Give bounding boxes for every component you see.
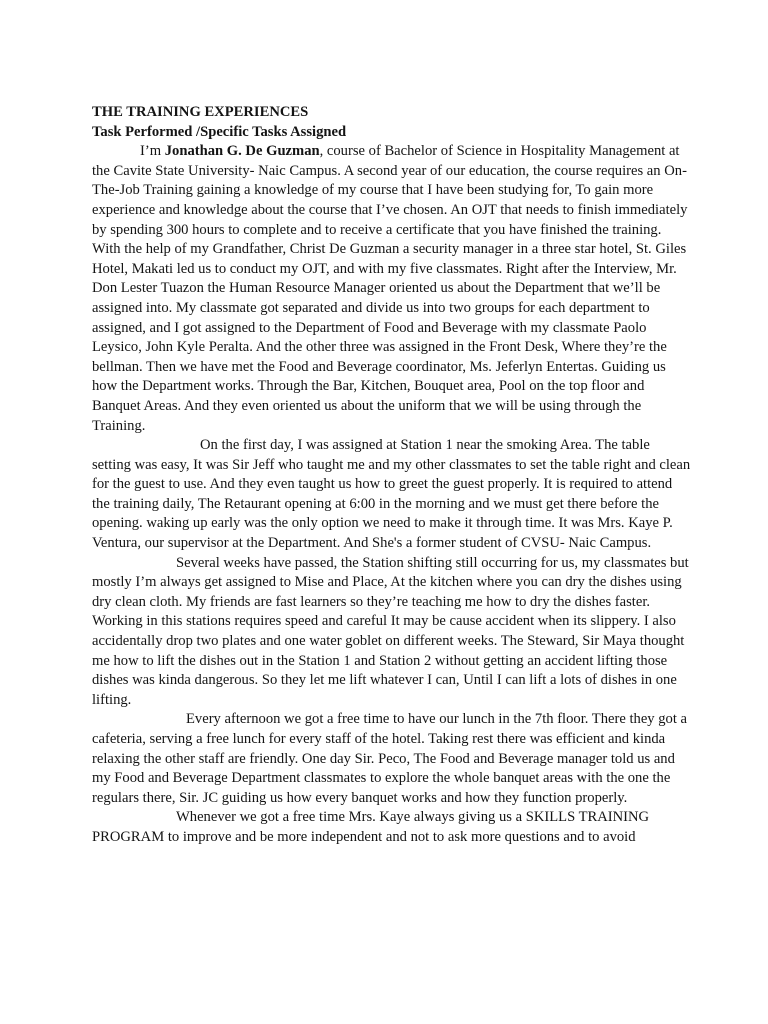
paragraph-afternoon: Every afternoon we got a free time to have our lunch in the 7th floor. There they got a cafeteria, serving a free lunch for every staff of the hotel. Taking rest there was efficient and kinda relaxing the other staff are friendly. One day Sir. Peco, The Food and Beverage manager told us and my Food and Beverage Department classmates to explore the whole banquet areas with the one the regulars there, Sir. JC guiding us how every banquet works and how they function properly.	[92, 711, 688, 806]
paragraph-introduction	[92, 142, 692, 436]
document-subtitle: Task Performed /Specific Tasks Assigned	[92, 123, 347, 140]
paragraph-first-day: On the first day, I was assigned at Station 1 near the smoking Area. The table setting was easy, It was Sir Jeff who taught me and my other classmates to set the table right and clean for the guest to use. And they even taught us how to greet the guest properly. It is required to attend the training daily, The Retaurant opening at 6:00 in the morning and we must get there before the opening. waking up early was the only option we need to make it through time. It was Mrs. Kaye P. Ventura, our supervisor at the Department. And She's a former student of CVSU- Naic Campus.	[92, 437, 691, 552]
document-title: THE TRAINING EXPERIENCES	[92, 104, 309, 120]
document-page	[92, 103, 692, 848]
paragraph-skills-training: Whenever we got a free time Mrs. Kaye always giving us a SKILLS TRAINING PROGRAM to improve and be more independent and not to ask more questions and to avoid	[92, 809, 650, 845]
paragraph-station-shifting: Several weeks have passed, the Station shifting still occurring for us, my classmates but mostly I’m always get assigned to Mise and Place, At the kitchen where you can dry the dishes using dry clean cloth. My friends are fast learners so they’re teaching me how to dry the dishes faster. Working in this stations requires speed and careful It may be cause accident when its slippery. I also accidentally drop two plates and one water goblet on different weeks. The Steward, Sir Maya thought me how to lift the dishes out in the Station 1 and Station 2 without getting an accident lifting those dishes was kinda dangerous. So they let me lift whatever I can, Until I can lift a lots of dishes in one lifting.	[92, 554, 689, 708]
intro-prefix: I’m	[140, 143, 165, 160]
author-name: Jonathan G. De Guzman	[164, 143, 320, 160]
intro-body: , course of Bachelor of Science in Hospitality Management at the Cavite State University- Naic Campus. A second year of our education, the course requires an On-The-Job Training gaining a knowledge of my course that I have been studying for, To gain more experience and knowledge about the course that I’ve chosen. An OJT that needs to finish immediately by spending 300 hours to complete and to receive a certificate that you have finished the training. With the help of my Grandfather, Christ De Guzman a security manager in a three star hotel, St. Giles Hotel, Makati led us to conduct my OJT, and with my five classmates. Right after the Interview, Mr. Don Lester Tuazon the Human Resource Manager oriented us about the Department that we’ll be assigned into. My classmate got separated and divide us into two groups for each department to assigned, and I got assigned to the Department of Food and Beverage with my classmate Paolo Leysico, John Kyle Peralta. And the other three was assigned in the Front Desk, Where they’re the bellman. Then we have met the Food and Beverage coordinator, Ms. Jeferlyn Entertas. Guiding us how the Department works. Through the Bar, Kitchen, Bouquet area, Pool on the top floor and Banquet Areas. And they even oriented us about the uniform that we will be using through the Training.	[92, 143, 688, 434]
